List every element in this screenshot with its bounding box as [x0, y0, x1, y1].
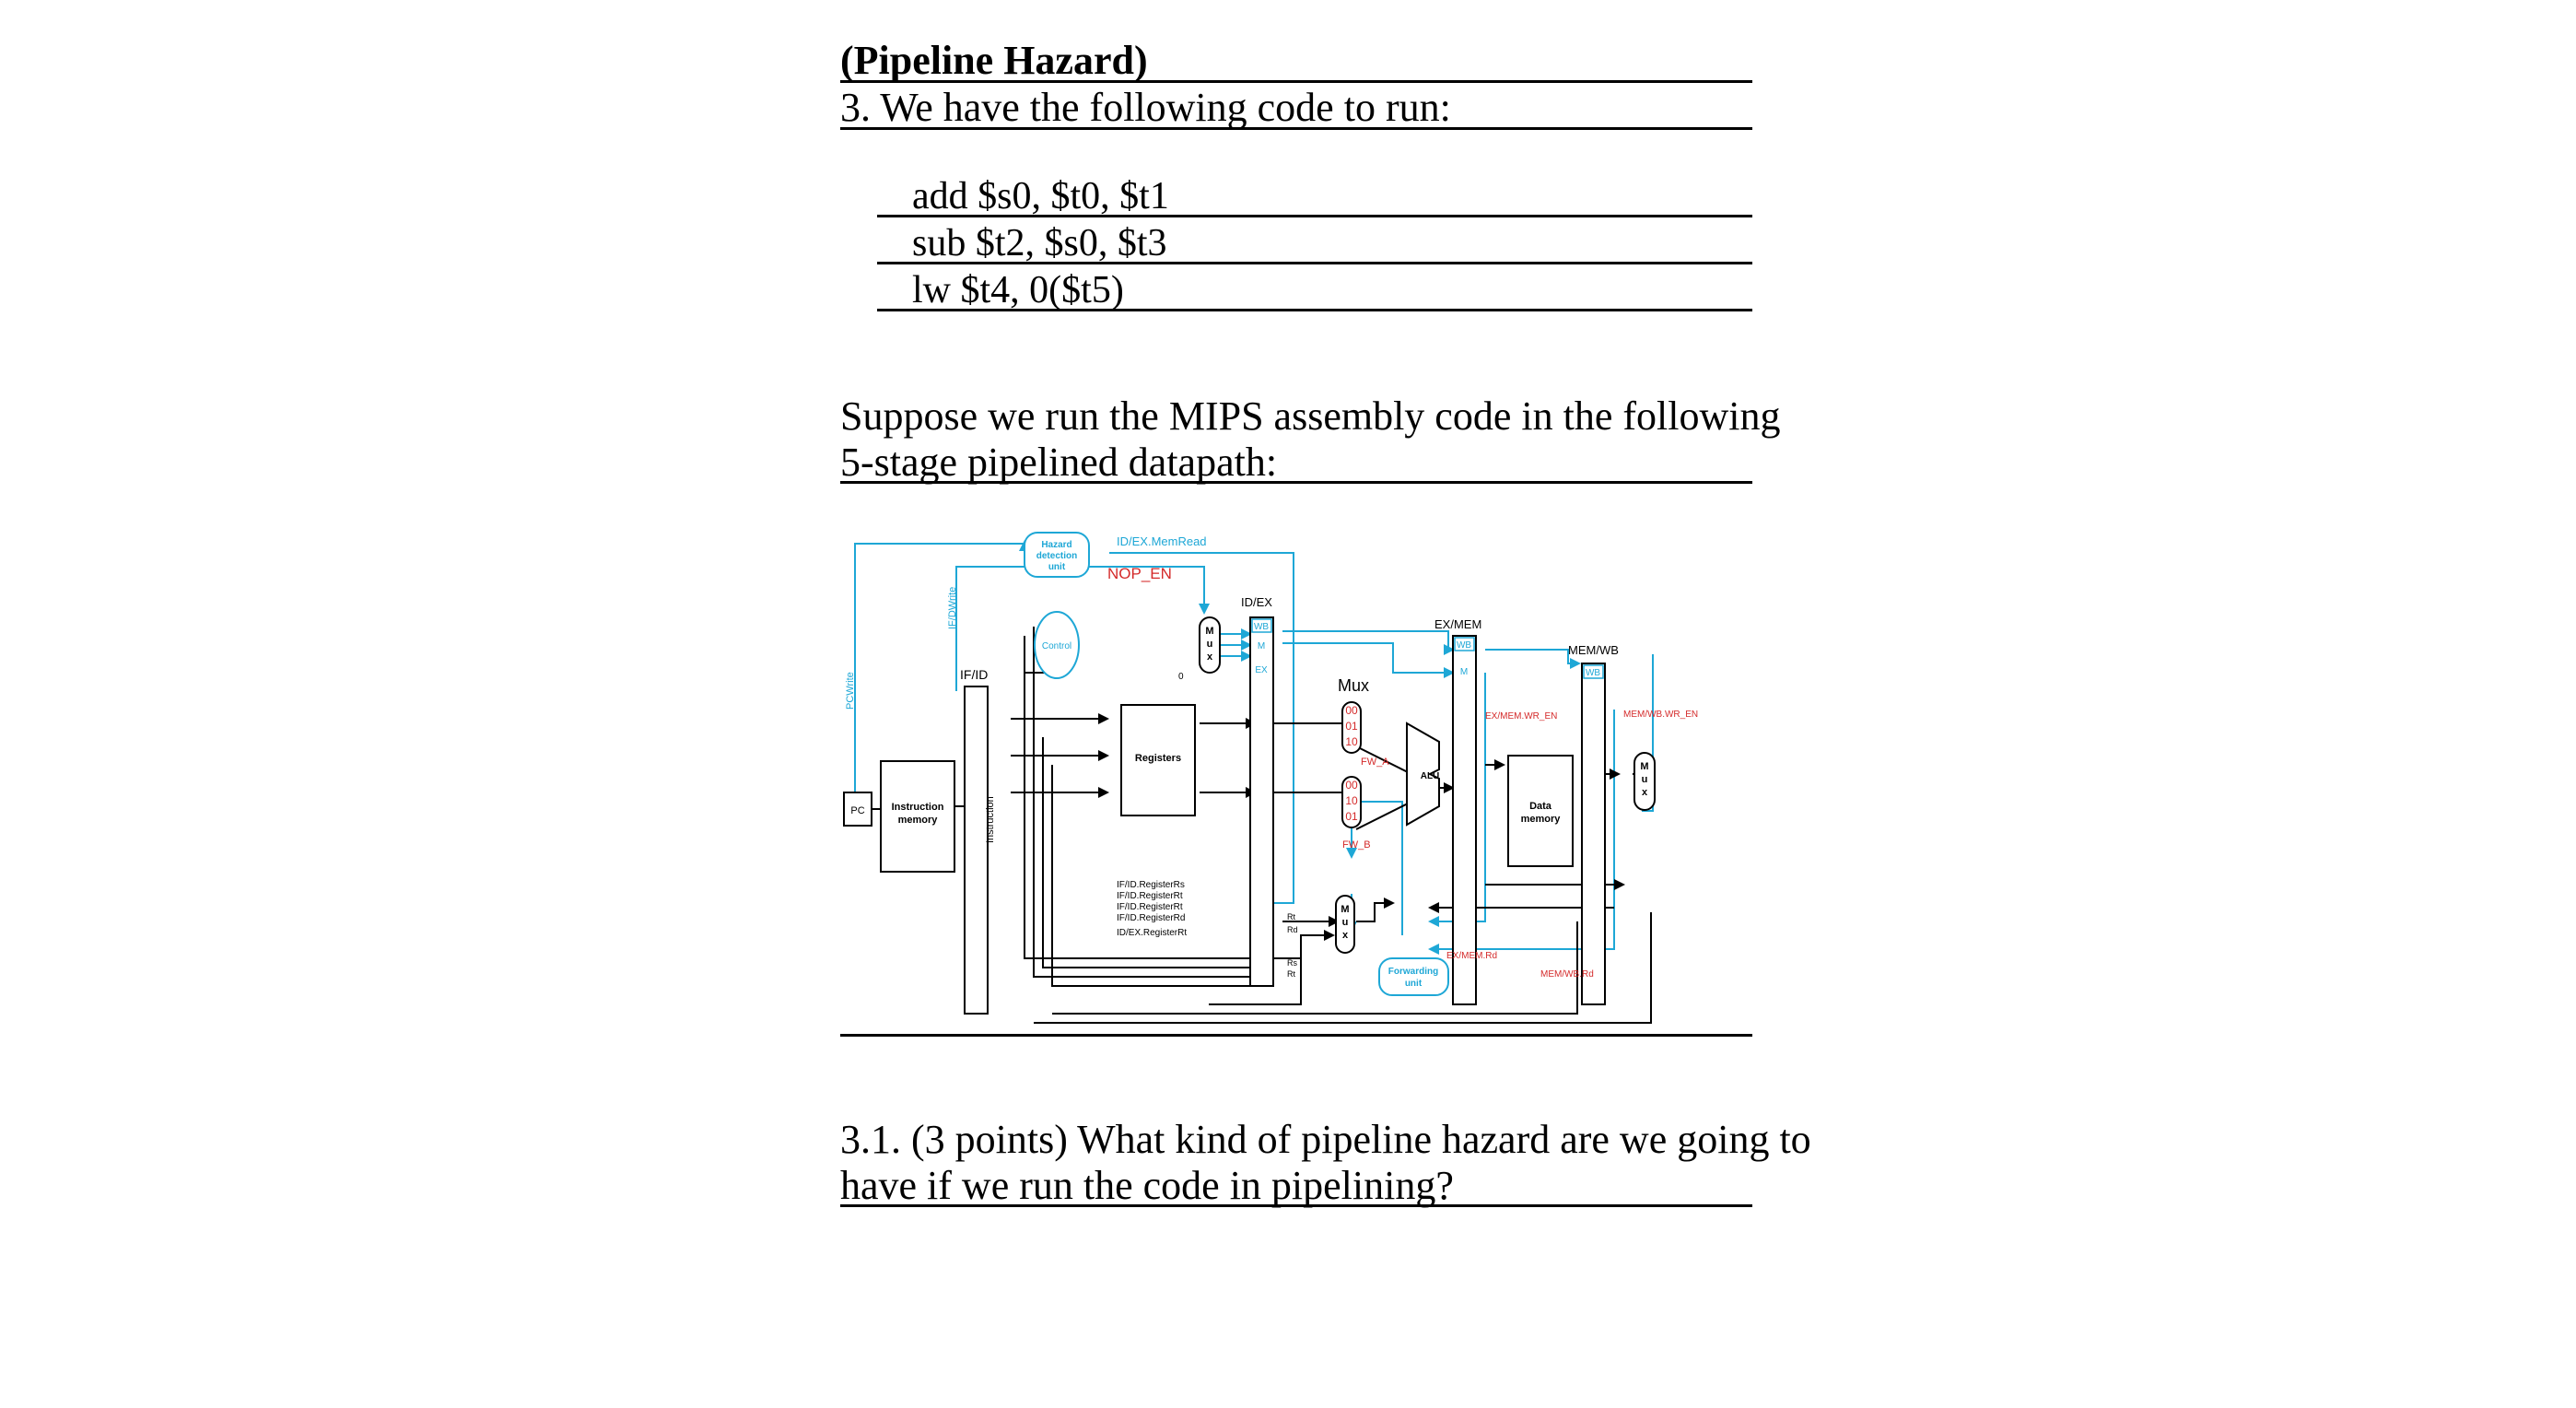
rt-label: Rt — [1287, 969, 1295, 979]
mem-wb-wr-en-label: MEM/WB.WR_EN — [1623, 710, 1699, 720]
divider — [840, 127, 1752, 130]
ex-mem-m: M — [1459, 667, 1469, 677]
divider — [840, 1204, 1752, 1207]
mux-a-input: 01 — [1345, 720, 1358, 733]
hazard-label-2: detection — [1036, 551, 1078, 561]
ex-mem-wr-en-label: EX/MEM.WR_EN — [1485, 711, 1558, 722]
if-id-label: IF/ID — [960, 667, 989, 682]
pipeline-datapath-diagram — [840, 525, 1752, 1027]
imem-label-1: Instruction — [891, 802, 944, 813]
forwarding-label-1: Forwarding — [1388, 967, 1439, 977]
mux-letter: M — [1205, 626, 1214, 637]
mem-wb-register — [1582, 663, 1605, 1004]
mux-letter: M — [1640, 761, 1649, 772]
sub-question-line-2: have if we run the code in pipelining? — [840, 1163, 1454, 1208]
forwarding-unit — [1379, 958, 1448, 995]
mux-letter: x — [1641, 787, 1648, 798]
id-ex-memread-label: ID/EX.MemRead — [1117, 534, 1207, 548]
ex-mem-wb: WB — [1456, 640, 1472, 651]
mux-letter: x — [1206, 651, 1213, 663]
control-label: Control — [1041, 641, 1072, 651]
mux-letter: u — [1641, 774, 1648, 785]
dmem-label-2: memory — [1520, 814, 1561, 825]
divider — [877, 215, 1752, 217]
code-line-1: add $s0, $t0, $t1 — [912, 175, 1169, 217]
mux-letter: u — [1341, 917, 1349, 928]
reg-field: IF/ID.RegisterRd — [1117, 913, 1186, 923]
mux-b-input: 10 — [1345, 794, 1358, 807]
id-ex-label: ID/EX — [1241, 595, 1272, 609]
section-title: (Pipeline Hazard) — [840, 38, 1148, 83]
divider — [840, 80, 1752, 83]
mux-b-input: 00 — [1345, 779, 1358, 792]
code-line-2: sub $t2, $s0, $t3 — [912, 222, 1167, 264]
id-ex-wb: WB — [1253, 622, 1270, 632]
mux-letter: u — [1206, 639, 1213, 650]
divider — [877, 309, 1752, 311]
mux-letter: M — [1341, 904, 1350, 915]
mux-label: Mux — [1338, 676, 1370, 695]
hazard-label-3: unit — [1048, 562, 1066, 572]
rs-label: Rs — [1287, 958, 1297, 968]
mem-wb-label: MEM/WB — [1568, 643, 1619, 657]
mux-a-input: 10 — [1345, 735, 1358, 748]
rt-label: Rt — [1287, 912, 1295, 921]
instruction-label: Instruction — [985, 796, 996, 843]
zero-label: 0 — [1178, 672, 1184, 682]
fw-a-label: FW_A — [1361, 757, 1389, 768]
question-text: 3. We have the following code to run: — [840, 85, 1451, 130]
if-id-register — [965, 686, 988, 1014]
dmem-label-1: Data — [1529, 801, 1551, 812]
forwarding-label-2: unit — [1404, 979, 1423, 989]
nop-en-label: NOP_EN — [1107, 565, 1172, 582]
reg-field: IF/ID.RegisterRt — [1117, 902, 1183, 912]
mux-letter: x — [1341, 930, 1349, 941]
id-ex-m: M — [1257, 641, 1266, 651]
pc-label: PC — [850, 805, 865, 816]
ifdwrite-label: IF/DWrite — [947, 586, 958, 629]
reg-field: IF/ID.RegisterRs — [1117, 880, 1185, 890]
imem-label-2: memory — [897, 815, 938, 826]
ex-mem-register — [1453, 636, 1476, 1004]
mux-a-input: 00 — [1345, 704, 1358, 717]
mem-wb-wb: WB — [1585, 668, 1601, 678]
code-line-3: lw $t4, 0($t5) — [912, 269, 1124, 311]
reg-field: ID/EX.RegisterRt — [1117, 928, 1188, 938]
reg-field: IF/ID.RegisterRt — [1117, 891, 1183, 901]
sub-question-line-1: 3.1. (3 points) What kind of pipeline hazard are we going to — [840, 1117, 1811, 1162]
ex-mem-rd-label: EX/MEM.Rd — [1446, 951, 1498, 961]
fw-b-label: FW_B — [1342, 839, 1371, 851]
pcwrite-label: PCWrite — [845, 672, 856, 710]
suppose-line-2: 5-stage pipelined datapath: — [840, 440, 1278, 485]
alu-label: ALU — [1420, 771, 1440, 781]
mux-b-input: 01 — [1345, 810, 1358, 823]
mem-wb-rd-label: MEM/WB.Rd — [1540, 969, 1594, 980]
id-ex-ex: EX — [1255, 665, 1268, 675]
divider — [840, 481, 1752, 484]
hazard-label-1: Hazard — [1041, 540, 1072, 550]
ex-mem-label: EX/MEM — [1434, 617, 1482, 631]
divider — [877, 262, 1752, 264]
suppose-line-1: Suppose we run the MIPS assembly code in the following — [840, 393, 1781, 439]
registers-label: Registers — [1134, 753, 1182, 764]
forwarding-unit-out — [1356, 802, 1402, 935]
rd-label: Rd — [1287, 925, 1298, 934]
divider — [840, 1034, 1752, 1037]
